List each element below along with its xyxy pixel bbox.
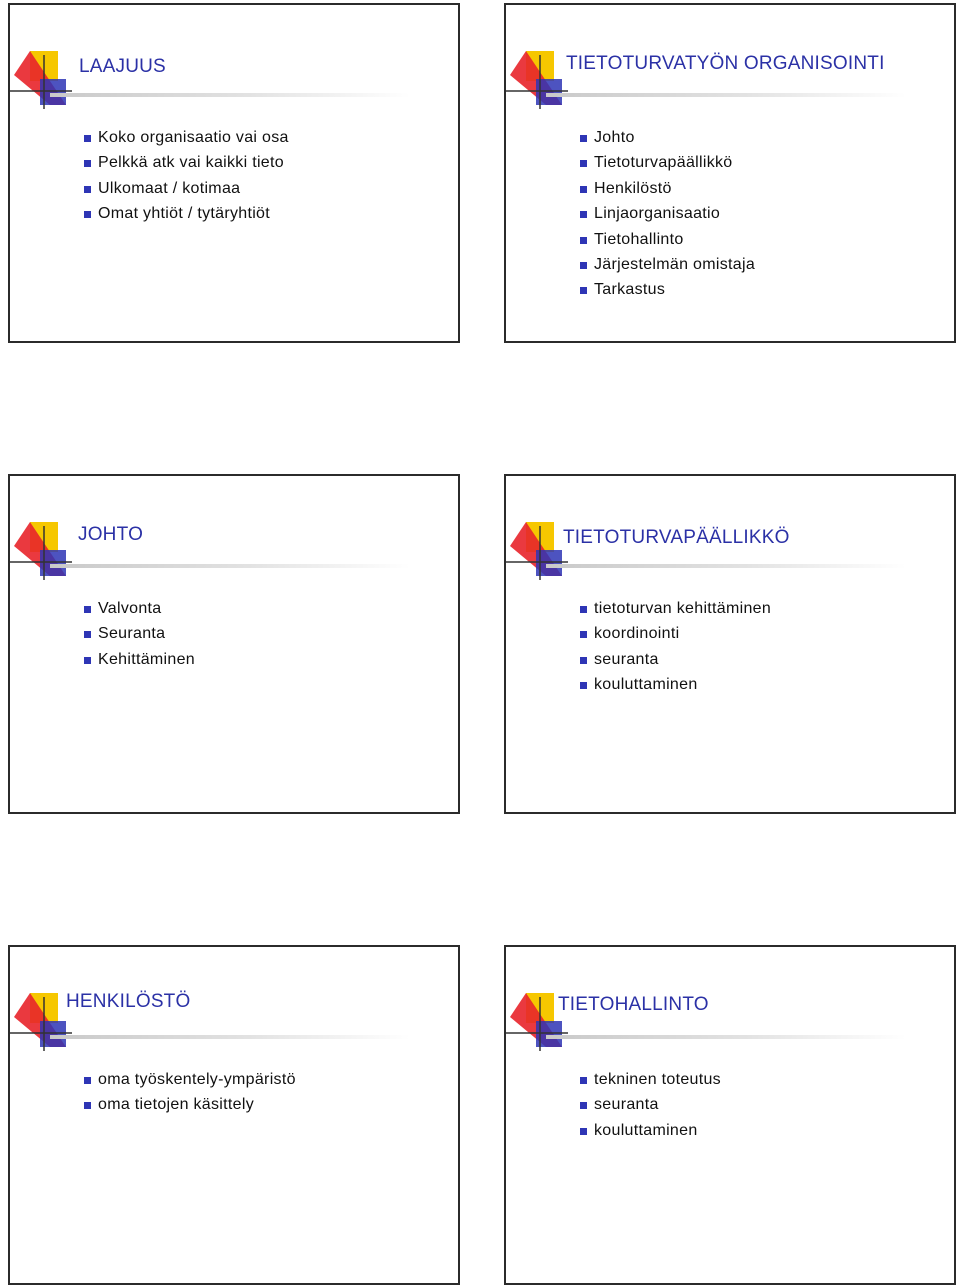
- title-divider: [50, 93, 410, 97]
- bullet-square-icon: [580, 211, 587, 218]
- slide-logo-icon: [506, 520, 570, 580]
- title-divider: [50, 1035, 410, 1039]
- list-item: kouluttaminen: [580, 1118, 721, 1143]
- slide-laajuus: [8, 3, 460, 343]
- bullet-list: [84, 125, 289, 227]
- slide-title: TIETOTURVAPÄÄLLIKKÖ: [563, 527, 790, 548]
- list-item: oma tietojen käsittely: [84, 1092, 296, 1117]
- slide-title: LAAJUUS: [79, 56, 166, 77]
- bullet-list: [580, 596, 771, 698]
- list-item: Tarkastus: [580, 277, 755, 302]
- list-item: Koko organisaatio vai osa: [84, 125, 289, 150]
- bullet-square-icon: [580, 262, 587, 269]
- bullet-square-icon: [580, 237, 587, 244]
- title-divider: [546, 1035, 906, 1039]
- bullet-square-icon: [580, 186, 587, 193]
- list-item: Linjaorganisaatio: [580, 201, 755, 226]
- list-item: tekninen toteutus: [580, 1067, 721, 1092]
- bullet-square-icon: [84, 135, 91, 142]
- bullet-square-icon: [84, 160, 91, 167]
- bullet-square-icon: [84, 1102, 91, 1109]
- slide-logo-icon: [506, 49, 570, 109]
- slide-tietoturvatyon-organisointi: [504, 3, 956, 343]
- list-item: Tietoturvapäällikkö: [580, 150, 755, 175]
- bullet-list: [84, 1067, 296, 1118]
- bullet-list: [580, 1067, 721, 1143]
- list-item: seuranta: [580, 647, 771, 672]
- bullet-square-icon: [580, 160, 587, 167]
- bullet-square-icon: [580, 135, 587, 142]
- list-item: koordinointi: [580, 621, 771, 646]
- list-item: Valvonta: [84, 596, 195, 621]
- bullet-square-icon: [580, 1077, 587, 1084]
- bullet-square-icon: [580, 606, 587, 613]
- list-item: Ulkomaat / kotimaa: [84, 176, 289, 201]
- bullet-square-icon: [580, 1128, 587, 1135]
- bullet-square-icon: [84, 606, 91, 613]
- slide-logo-icon: [10, 991, 74, 1051]
- title-divider: [546, 564, 906, 568]
- slide-johto: [8, 474, 460, 814]
- bullet-list: [580, 125, 755, 303]
- bullet-square-icon: [580, 287, 587, 294]
- bullet-square-icon: [84, 631, 91, 638]
- bullet-square-icon: [84, 1077, 91, 1084]
- slide-logo-icon: [10, 49, 74, 109]
- title-divider: [546, 93, 906, 97]
- list-item: Johto: [580, 125, 755, 150]
- list-item: Omat yhtiöt / tytäryhtiöt: [84, 201, 289, 226]
- bullet-square-icon: [84, 211, 91, 218]
- list-item: kouluttaminen: [580, 672, 771, 697]
- list-item: Seuranta: [84, 621, 195, 646]
- bullet-square-icon: [580, 1102, 587, 1109]
- slide-title: TIETOHALLINTO: [558, 994, 709, 1015]
- slide-title: TIETOTURVATYÖN ORGANISOINTI: [566, 53, 885, 74]
- slide-tietoturvapaallikko: [504, 474, 956, 814]
- bullet-square-icon: [84, 657, 91, 664]
- bullet-list: [84, 596, 195, 672]
- title-divider: [50, 564, 410, 568]
- slide-title: JOHTO: [78, 524, 144, 545]
- slide-tietohallinto: [504, 945, 956, 1285]
- list-item: seuranta: [580, 1092, 721, 1117]
- list-item: Pelkkä atk vai kaikki tieto: [84, 150, 289, 175]
- slide-title: HENKILÖSTÖ: [66, 991, 191, 1012]
- slide-logo-icon: [10, 520, 74, 580]
- bullet-square-icon: [84, 186, 91, 193]
- bullet-square-icon: [580, 682, 587, 689]
- list-item: Kehittäminen: [84, 647, 195, 672]
- list-item: oma työskentely-ympäristö: [84, 1067, 296, 1092]
- list-item: tietoturvan kehittäminen: [580, 596, 771, 621]
- list-item: Järjestelmän omistaja: [580, 252, 755, 277]
- list-item: Tietohallinto: [580, 227, 755, 252]
- bullet-square-icon: [580, 631, 587, 638]
- bullet-square-icon: [580, 657, 587, 664]
- list-item: Henkilöstö: [580, 176, 755, 201]
- slide-henkilosto: [8, 945, 460, 1285]
